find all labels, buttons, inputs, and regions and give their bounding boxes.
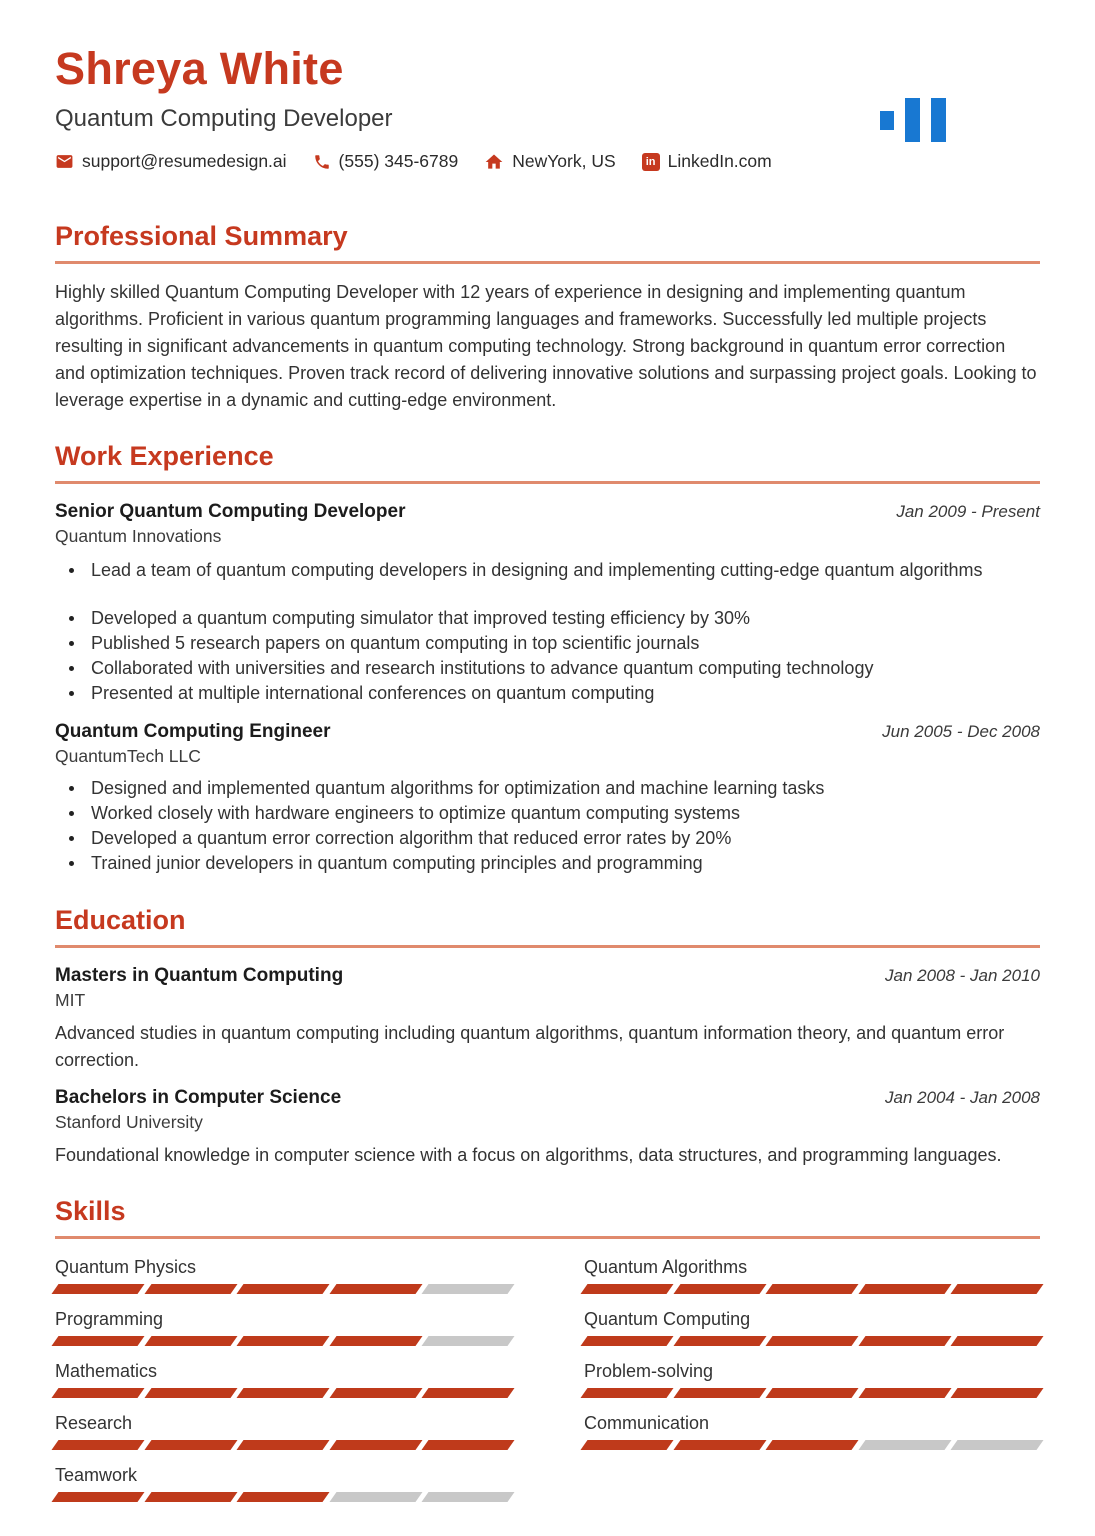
skill-item <box>584 1359 1040 1398</box>
skill-bar-segment <box>329 1284 422 1294</box>
bullet-item: Collaborated with universities and research institutions to advance quantum computing technology <box>55 656 1040 681</box>
degree-description: Foundational knowledge in computer science with a focus on algorithms, data structures, and programming languages. <box>55 1145 1002 1165</box>
degree-header <box>55 964 1040 988</box>
contact-phone <box>313 151 459 172</box>
degree-dates: Jan 2008 - Jan 2010 <box>884 966 1040 985</box>
section-heading: Education <box>55 905 186 935</box>
job-bullets <box>55 776 1040 876</box>
contact-email-text: support@resumedesign.ai <box>82 151 287 171</box>
skill-bar-segment <box>422 1492 515 1502</box>
skill-item <box>55 1411 511 1450</box>
bullet-item: Developed a quantum computing simulator that improved testing efficiency by 30% <box>55 606 1040 631</box>
contact-location-text: NewYork, US <box>512 151 616 171</box>
skill-bar-segment <box>766 1284 859 1294</box>
skill-bar-segment <box>580 1336 673 1346</box>
bullet-item: Trained junior developers in quantum computing principles and programming <box>55 851 1040 876</box>
skill-bar-segment <box>580 1440 673 1450</box>
skill-bar-segment <box>422 1440 515 1450</box>
contact-email <box>55 151 287 172</box>
skill-item <box>55 1359 511 1398</box>
skill-bar-segment <box>144 1440 237 1450</box>
degree-entry <box>55 1086 1040 1169</box>
degree-title: Bachelors in Computer Science <box>55 1087 342 1108</box>
skill-bar <box>55 1336 511 1346</box>
skill-bar-segment <box>144 1388 237 1398</box>
skill-bar-segment <box>144 1492 237 1502</box>
degree-school: Stanford University <box>55 1112 203 1132</box>
skill-name: Teamwork <box>55 1465 138 1485</box>
email-icon <box>55 152 74 171</box>
degree-header <box>55 1086 1040 1110</box>
contact-linkedin-text: LinkedIn.com <box>667 151 772 171</box>
skill-bar-segment <box>422 1388 515 1398</box>
skill-bar <box>55 1440 511 1450</box>
job-company: QuantumTech LLC <box>55 746 201 766</box>
skill-bar-segment <box>951 1336 1044 1346</box>
skill-bar-segment <box>51 1492 144 1502</box>
phone-icon <box>313 153 331 171</box>
skill-item <box>55 1463 511 1502</box>
linkedin-icon: in <box>642 153 660 171</box>
skill-item <box>55 1255 511 1294</box>
header <box>55 45 1040 172</box>
skill-bar <box>584 1336 1040 1346</box>
skill-bar-segment <box>951 1284 1044 1294</box>
logo-bar-small <box>880 111 894 130</box>
skill-bar-segment <box>329 1336 422 1346</box>
skill-bar-segment <box>51 1284 144 1294</box>
job-dates: Jan 2009 - Present <box>896 502 1040 521</box>
skill-bar <box>55 1492 511 1502</box>
job-bullets <box>55 558 1040 706</box>
logo-bar-tall-1 <box>905 98 920 142</box>
bullet-item: Published 5 research papers on quantum computing in top scientific journals <box>55 631 1040 656</box>
skill-name: Quantum Physics <box>55 1257 197 1277</box>
skill-name: Quantum Algorithms <box>584 1257 748 1277</box>
skill-name: Mathematics <box>55 1361 158 1381</box>
skill-item <box>584 1255 1040 1294</box>
skill-bar <box>584 1284 1040 1294</box>
skill-bar-segment <box>766 1440 859 1450</box>
skill-bar-segment <box>766 1336 859 1346</box>
job-title-text: Quantum Computing Engineer <box>55 721 331 742</box>
section-skills <box>55 1195 1040 1515</box>
skill-bar-segment <box>329 1388 422 1398</box>
skill-item <box>55 1307 511 1346</box>
section-work-experience <box>55 440 1040 876</box>
section-divider <box>55 1236 1040 1239</box>
skills-column-right <box>584 1255 1040 1463</box>
skill-bar-segment <box>580 1388 673 1398</box>
contact-bar <box>55 151 1040 172</box>
degree-description: Advanced studies in quantum computing including quantum algorithms, quantum information theory, and quantum error correction. <box>55 1023 1005 1070</box>
skill-bar-segment <box>858 1440 951 1450</box>
skill-name: Research <box>55 1413 133 1433</box>
contact-linkedin <box>642 151 772 172</box>
skill-bar-segment <box>51 1388 144 1398</box>
summary-text: Highly skilled Quantum Computing Developer with 12 years of experience in designing and implementing quantum algorithms. Proficient in various quantum programming languages and frameworks. Successfully led multiple projects resulting in significant advancements in quantum computing technology. Strong background in quantum error correction and optimization techniques. Proven track record of delivering innovative solutions and surpassing project goals. Looking to leverage expertise in a dynamic and cutting-edge environment. <box>55 282 1037 410</box>
contact-phone-text: (555) 345-6789 <box>338 151 459 171</box>
skill-item <box>584 1307 1040 1346</box>
degree-entry <box>55 964 1040 1074</box>
person-job-title: Quantum Computing Developer <box>55 105 393 132</box>
skill-bar-segment <box>144 1284 237 1294</box>
skill-name: Quantum Computing <box>584 1309 751 1329</box>
bar-chart-logo <box>880 98 946 142</box>
skill-bar-segment <box>422 1284 515 1294</box>
skill-bar <box>584 1388 1040 1398</box>
section-divider <box>55 481 1040 484</box>
job-entry <box>55 500 1040 706</box>
logo-bar-tall-2 <box>931 98 946 142</box>
bullet-item: Lead a team of quantum computing developers in designing and implementing cutting-edge quantum algorithms <box>55 558 1040 583</box>
skill-bar-segment <box>237 1336 330 1346</box>
skill-bar-segment <box>673 1336 766 1346</box>
section-education <box>55 904 1040 1169</box>
skill-bar-segment <box>951 1388 1044 1398</box>
skill-bar-segment <box>237 1388 330 1398</box>
section-divider <box>55 261 1040 264</box>
skill-bar-segment <box>51 1336 144 1346</box>
skill-bar-segment <box>673 1440 766 1450</box>
section-heading: Professional Summary <box>55 221 348 251</box>
degree-school: MIT <box>55 990 86 1010</box>
bullet-item: Designed and implemented quantum algorithms for optimization and machine learning tasks <box>55 776 1040 801</box>
home-icon <box>484 152 504 172</box>
skill-bar-segment <box>329 1492 422 1502</box>
bullet-item: Developed a quantum error correction algorithm that reduced error rates by 20% <box>55 826 1040 851</box>
section-professional-summary <box>55 220 1040 414</box>
person-name: Shreya White <box>55 43 344 94</box>
job-title-text: Senior Quantum Computing Developer <box>55 501 406 522</box>
skill-bar-segment <box>858 1284 951 1294</box>
skill-bar <box>55 1284 511 1294</box>
skill-item <box>584 1411 1040 1450</box>
skill-bar <box>584 1440 1040 1450</box>
skill-name: Problem-solving <box>584 1361 714 1381</box>
job-dates: Jun 2005 - Dec 2008 <box>882 722 1040 741</box>
skill-bar-segment <box>422 1336 515 1346</box>
skills-column-left <box>55 1255 511 1515</box>
skills-grid <box>55 1255 1040 1515</box>
job-header <box>55 720 1040 744</box>
bullet-item: Presented at multiple international conferences on quantum computing <box>55 681 1040 706</box>
contact-location <box>484 151 615 172</box>
section-heading: Skills <box>55 1196 126 1226</box>
skill-bar-segment <box>858 1336 951 1346</box>
skill-bar-segment <box>673 1388 766 1398</box>
job-header <box>55 500 1040 524</box>
skill-bar-segment <box>144 1336 237 1346</box>
skill-bar <box>55 1388 511 1398</box>
skill-bar-segment <box>237 1284 330 1294</box>
section-divider <box>55 945 1040 948</box>
section-heading: Work Experience <box>55 441 274 471</box>
skill-bar-segment <box>329 1440 422 1450</box>
skill-bar-segment <box>237 1492 330 1502</box>
skill-name: Programming <box>55 1309 164 1329</box>
skill-bar-segment <box>580 1284 673 1294</box>
job-entry <box>55 720 1040 876</box>
skill-bar-segment <box>858 1388 951 1398</box>
skill-bar-segment <box>51 1440 144 1450</box>
bullet-item: Worked closely with hardware engineers to optimize quantum computing systems <box>55 801 1040 826</box>
skill-bar-segment <box>673 1284 766 1294</box>
skill-name: Communication <box>584 1413 710 1433</box>
skill-bar-segment <box>766 1388 859 1398</box>
degree-title: Masters in Quantum Computing <box>55 965 344 986</box>
degree-dates: Jan 2004 - Jan 2008 <box>884 1088 1040 1107</box>
skill-bar-segment <box>237 1440 330 1450</box>
skill-bar-segment <box>951 1440 1044 1450</box>
job-company: Quantum Innovations <box>55 526 222 546</box>
